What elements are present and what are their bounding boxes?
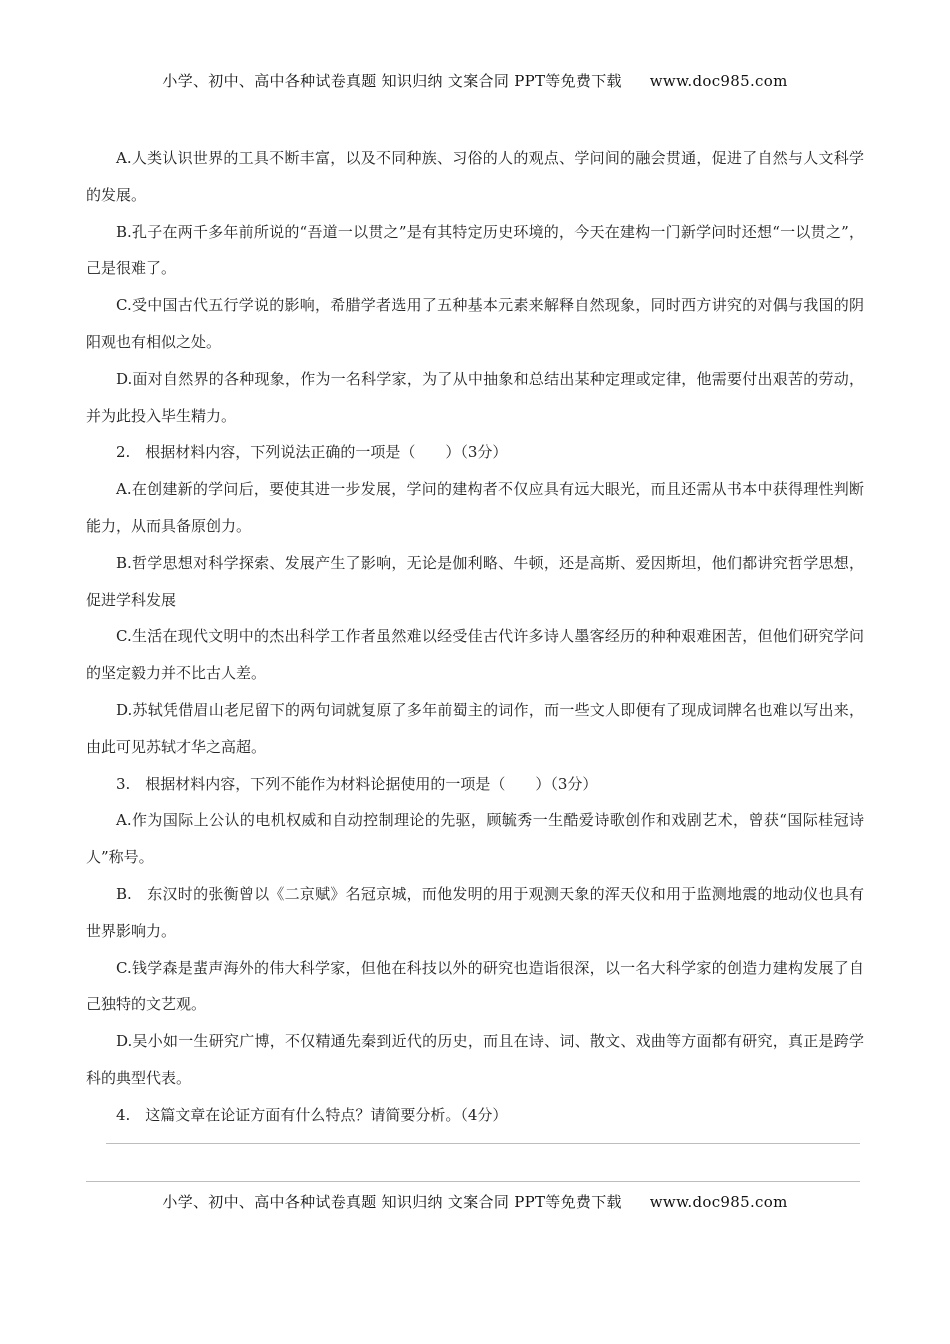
q2-option-b: B.哲学思想对科学探索、发展产生了影响，无论是伽利略、牛顿，还是高斯、爱因斯坦，他们都讲究哲学思想，促进学科发展 [86, 553, 864, 609]
question-2-stem: 2. 根据材料内容，下列说法正确的一项是（ ）（3分） [116, 443, 508, 462]
footer-site-link[interactable]: www.doc985.com [649, 1193, 788, 1211]
question-4-stem: 4. 这篇文章在论证方面有什么特点？请简要分析。（4分） [116, 1105, 508, 1124]
q1-option-a: A.人类认识世界的工具不断丰富，以及不同种族、习俗的人的观点、学问间的融会贯通，促进了自然与人文科学的发展。 [86, 149, 864, 204]
footer-text: 小学、初中、高中各种试卷真题 知识归纳 文案合同 PPT等免费下载 [162, 1193, 622, 1211]
header-text: 小学、初中、高中各种试卷真题 知识归纳 文案合同 PPT等免费下载 [162, 72, 622, 90]
q1-option-c: C.受中国古代五行学说的影响，希腊学者选用了五种基本元素来解释自然现象，同时西方讲究的对偶与我国的阴阳观也有相似之处。 [86, 296, 864, 351]
q1-option-b: B.孔子在两千多年前所说的“吾道一以贯之”是有其特定历史环境的，今天在建构一门新学问时还想“一以贯之”，己是很难了。 [86, 222, 864, 278]
q3-option-d: D.吴小如一生研究广博，不仅精通先秦到近代的历史，而且在诗、词、散文、戏曲等方面都有研究，真正是跨学科的典型代表。 [86, 1032, 864, 1087]
answer-line-2 [86, 1181, 860, 1182]
q3-option-c: C.钱学森是蜚声海外的伟大科学家，但他在科技以外的研究也造诣很深，以一名大科学家的创造力建构发展了自己独特的文艺观。 [86, 958, 864, 1014]
q3-option-b: B. 东汉时的张衡曾以《二京赋》名冠京城，而他发明的用于观测天象的浑天仪和用于监测地震的地动仪也具有世界影响力。 [86, 884, 864, 940]
page-header [0, 70, 950, 91]
q1-option-d: D.面对自然界的各种现象，作为一名科学家，为了从中抽象和总结出某种定理或定律，他需要付出艰苦的劳动，并为此投入毕生精力。 [86, 369, 864, 425]
q2-option-d: D.苏轼凭借眉山老尼留下的两句词就复原了多年前蜀主的词作，而一些文人即便有了现成词牌名也难以写出来，由此可见苏轼才华之高超。 [86, 700, 864, 756]
q2-option-c: C.生活在现代文明中的杰出科学工作者虽然难以经受佳古代许多诗人墨客经历的种种艰难困苦，但他们研究学问的坚定毅力并不比古人差。 [86, 627, 864, 683]
page-footer [0, 1191, 950, 1212]
question-3-stem: 3. 根据材料内容，下列不能作为材料论据使用的一项是（ ）（3分） [116, 774, 598, 793]
header-site-link[interactable]: www.doc985.com [649, 72, 788, 90]
exam-content [86, 140, 864, 1134]
answer-line-1 [106, 1143, 860, 1144]
q3-option-a: A.作为国际上公认的电机权威和自动控制理论的先驱，顾毓秀一生酷爱诗歌创作和戏剧艺术，曾获“国际桂冠诗人”称号。 [86, 811, 864, 867]
q2-option-a: A.在创建新的学问后，要使其进一步发展，学问的建构者不仅应具有远大眼光，而且还需从书本中获得理性判断能力，从而具备原创力。 [86, 480, 864, 535]
